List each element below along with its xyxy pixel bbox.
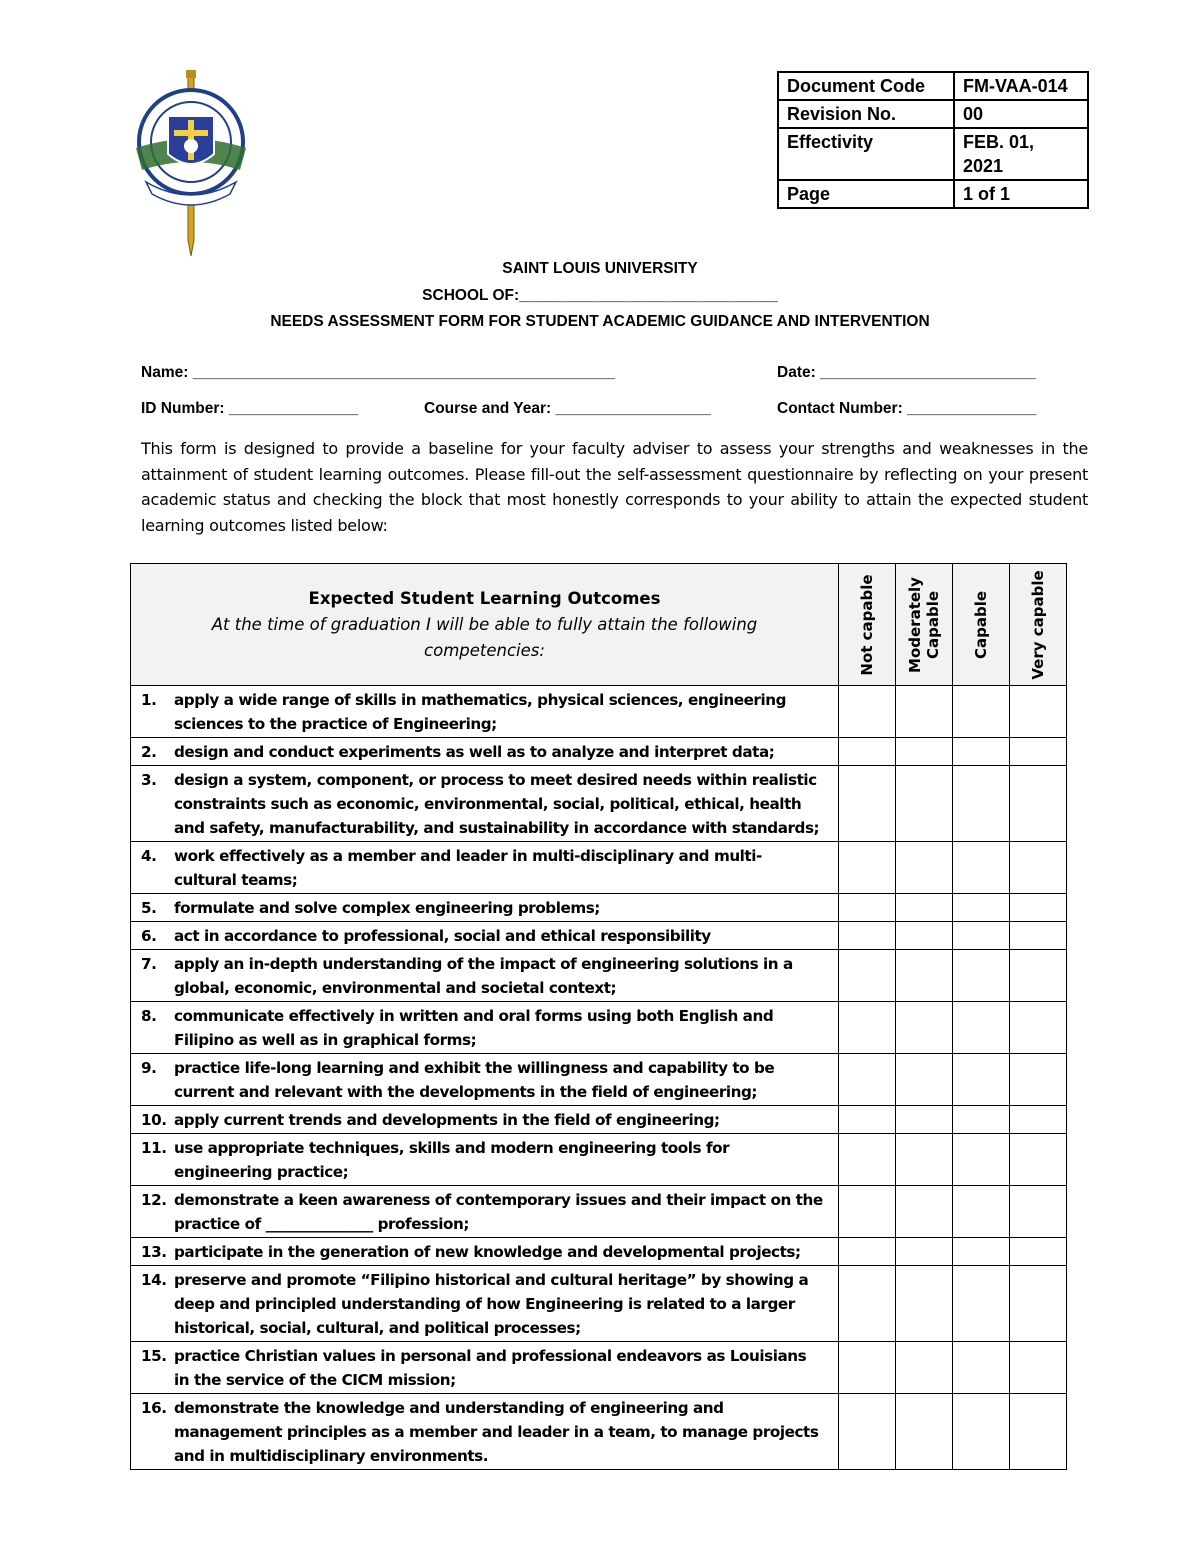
table-row [131,1394,1067,1470]
document-info-table [777,71,1089,209]
rating-checkbox[interactable] [896,766,953,842]
table-row [131,1186,1067,1238]
rating-checkbox[interactable] [896,1342,953,1394]
table-row [131,766,1067,842]
outcomes-heading: Expected Student Learning Outcomes [308,588,661,608]
doc-label: Effectivity [778,128,954,180]
outcome-text: formulate and solve complex engineering problems; [174,899,600,917]
outcome-cell [131,686,839,738]
outcome-item [141,1188,824,1236]
rating-checkbox[interactable] [896,950,953,1002]
outcome-cell [131,1054,839,1106]
rating-checkbox[interactable] [839,686,896,738]
rating-checkbox[interactable] [896,1266,953,1342]
outcome-number: 16. [141,1399,167,1417]
doc-row [778,180,1088,208]
rating-checkbox[interactable] [953,1002,1010,1054]
rating-checkbox[interactable] [1010,1054,1067,1106]
doc-value: FEB. 01, 2021 [954,128,1088,180]
rating-checkbox[interactable] [839,1054,896,1106]
outcome-number: 4. [141,847,157,865]
outcome-number: 12. [141,1191,167,1209]
outcome-item [141,1004,824,1052]
rating-checkbox[interactable] [896,1134,953,1186]
rating-checkbox[interactable] [953,1186,1010,1238]
rating-checkbox[interactable] [839,922,896,950]
university-title: SAINT LOUIS UNIVERSITY [502,260,698,277]
rating-checkbox[interactable] [1010,1002,1067,1054]
outcome-text: communicate effectively in written and oral forms using both English and Filipino as well as in graphical forms; [174,1007,774,1049]
outcomes-header [131,564,839,686]
outcome-text: use appropriate techniques, skills and modern engineering tools for engineering practice; [174,1139,730,1181]
doc-row [778,128,1088,180]
outcomes-subheading: At the time of graduation I will be able to fully attain the following competencies: [211,614,758,660]
table-row [131,1134,1067,1186]
outcome-cell [131,1002,839,1054]
outcome-item [141,740,824,764]
rating-checkbox[interactable] [896,842,953,894]
outcome-item [141,844,824,892]
scale-label: Not capable [858,573,876,676]
outcome-cell [131,1134,839,1186]
outcome-number: 6. [141,927,157,945]
outcome-number: 11. [141,1139,167,1157]
outcome-item [141,952,824,1000]
rating-checkbox[interactable] [896,1054,953,1106]
scale-header [1010,564,1067,686]
rating-checkbox[interactable] [1010,1186,1067,1238]
outcome-item [141,1136,824,1184]
outcome-cell [131,950,839,1002]
doc-value: FM-VAA-014 [954,72,1088,100]
outcome-item [141,1108,824,1132]
rating-checkbox[interactable] [953,686,1010,738]
outcome-text: demonstrate a keen awareness of contemporary issues and their impact on the practice of _______________ profession; [174,1191,823,1233]
learning-outcomes-table [130,563,1067,1470]
rating-checkbox[interactable] [953,1054,1010,1106]
rating-checkbox[interactable] [1010,1266,1067,1342]
table-header-row [131,564,1067,686]
name-label: Name: [141,364,189,381]
date-line: _________________________ [820,364,1036,381]
rating-checkbox[interactable] [1010,1106,1067,1134]
rating-checkbox[interactable] [953,1238,1010,1266]
name-line: _________________________________________________ [192,364,616,381]
rating-checkbox[interactable] [839,842,896,894]
form-title: NEEDS ASSESSMENT FORM FOR STUDENT ACADEMIC GUIDANCE AND INTERVENTION [270,313,930,330]
course-year-line: __________________ [555,400,711,417]
rating-checkbox[interactable] [953,1134,1010,1186]
outcome-cell [131,738,839,766]
outcome-text: design and conduct experiments as well as to analyze and interpret data; [174,743,775,761]
rating-checkbox[interactable] [953,842,1010,894]
rating-checkbox[interactable] [839,894,896,922]
outcome-text: practice life-long learning and exhibit the willingness and capability to be current and relevant with the developments in the field of engineering; [174,1059,775,1101]
rating-checkbox[interactable] [953,1342,1010,1394]
outcome-cell [131,1186,839,1238]
outcome-number: 10. [141,1111,167,1129]
outcome-text: preserve and promote “Filipino historical and cultural heritage” by showing a deep and principled understanding of how Engineering is related to a larger historical, social, cultural, and political processes; [174,1271,809,1337]
rating-checkbox[interactable] [839,1002,896,1054]
rating-checkbox[interactable] [1010,1238,1067,1266]
rating-checkbox[interactable] [896,922,953,950]
outcome-text: participate in the generation of new knowledge and developmental projects; [174,1243,801,1261]
outcome-item [141,768,824,840]
table-row [131,1106,1067,1134]
rating-checkbox[interactable] [839,1394,896,1470]
rating-checkbox[interactable] [839,950,896,1002]
rating-checkbox[interactable] [839,1238,896,1266]
scale-label: Moderately Capable [906,576,942,673]
date-label: Date: [777,364,816,381]
outcome-cell [131,1342,839,1394]
rating-checkbox[interactable] [896,894,953,922]
outcome-number: 8. [141,1007,157,1025]
contact-number-label: Contact Number: [777,400,903,417]
table-row [131,1342,1067,1394]
rating-checkbox[interactable] [896,1238,953,1266]
rating-checkbox[interactable] [839,738,896,766]
id-number-label: ID Number: [141,400,225,417]
outcome-item [141,1396,824,1468]
rating-checkbox[interactable] [953,922,1010,950]
outcome-cell [131,1106,839,1134]
intro-paragraph: This form is designed to provide a baseline for your faculty adviser to assess your strengths and weaknesses in the attainment of student learning outcomes. Please fill-out the self-assessment questionnaire by reflecting on your present academic status and checking the block that most honestly corresponds to your ability to attain the expected student learning outcomes listed below: [141,439,1088,535]
rating-checkbox[interactable] [1010,842,1067,894]
name-field[interactable] [141,364,615,382]
rating-checkbox[interactable] [1010,1394,1067,1470]
course-year-label: Course and Year: [424,400,552,417]
outcome-cell [131,922,839,950]
outcome-number: 7. [141,955,157,973]
outcome-cell [131,1266,839,1342]
rating-checkbox[interactable] [1010,766,1067,842]
outcome-text: apply an in-depth understanding of the impact of engineering solutions in a global, economic, environmental and societal context; [174,955,793,997]
table-row [131,842,1067,894]
scale-header [896,564,953,686]
outcome-cell [131,1238,839,1266]
contact-number-line: _______________ [907,400,1037,417]
rating-checkbox[interactable] [1010,1342,1067,1394]
outcome-item [141,1056,824,1104]
rating-checkbox[interactable] [839,1134,896,1186]
outcome-text: practice Christian values in personal and professional endeavors as Louisians in the service of the CICM mission; [174,1347,807,1389]
doc-row [778,100,1088,128]
table-row [131,686,1067,738]
outcome-text: work effectively as a member and leader in multi-disciplinary and multi-cultural teams; [174,847,762,889]
id-number-line: _______________ [228,400,359,417]
scale-label: Capable [972,590,990,659]
rating-checkbox[interactable] [953,1266,1010,1342]
rating-checkbox[interactable] [839,1106,896,1134]
doc-label: Page [778,180,954,208]
doc-value: 00 [954,100,1088,128]
rating-checkbox[interactable] [1010,1134,1067,1186]
school-of-line: SCHOOL OF:______________________________ [422,287,778,304]
table-row [131,950,1067,1002]
table-row [131,1002,1067,1054]
doc-label: Revision No. [778,100,954,128]
table-row [131,894,1067,922]
outcome-cell [131,1394,839,1470]
rating-checkbox[interactable] [1010,950,1067,1002]
outcome-text: design a system, component, or process to meet desired needs within realistic constraints such as economic, environmental, social, political, ethical, health and safety, manufacturability, and sustainability in accordance with standards; [174,771,820,837]
outcome-text: act in accordance to professional, social and ethical responsibility [174,927,711,945]
rating-checkbox[interactable] [839,766,896,842]
rating-checkbox[interactable] [1010,686,1067,738]
outcome-number: 2. [141,743,157,761]
rating-checkbox[interactable] [953,950,1010,1002]
outcome-cell [131,842,839,894]
rating-checkbox[interactable] [839,1186,896,1238]
contact-number-field[interactable] [777,400,1036,418]
rating-checkbox[interactable] [896,1186,953,1238]
scale-header [953,564,1010,686]
rating-checkbox[interactable] [896,738,953,766]
table-row [131,1266,1067,1342]
date-field[interactable] [777,364,1036,382]
rating-checkbox[interactable] [953,766,1010,842]
outcome-number: 13. [141,1243,167,1261]
doc-value: 1 of 1 [954,180,1088,208]
outcome-item [141,688,824,736]
rating-checkbox[interactable] [1010,922,1067,950]
rating-checkbox[interactable] [953,1394,1010,1470]
rating-checkbox[interactable] [839,1342,896,1394]
outcome-number: 9. [141,1059,157,1077]
rating-checkbox[interactable] [839,1266,896,1342]
outcome-item [141,1240,824,1264]
rating-checkbox[interactable] [953,1106,1010,1134]
outcome-item [141,896,824,920]
table-row [131,1054,1067,1106]
outcome-cell [131,894,839,922]
outcome-number: 15. [141,1347,167,1365]
table-row [131,922,1067,950]
outcome-text: demonstrate the knowledge and understanding of engineering and management principles as a member and leader in a team, to manage projects and in multidisciplinary environments. [174,1399,819,1465]
rating-checkbox[interactable] [953,738,1010,766]
rating-checkbox[interactable] [896,1106,953,1134]
table-row [131,1238,1067,1266]
outcome-number: 1. [141,691,157,709]
outcome-number: 3. [141,771,157,789]
course-year-field[interactable] [424,400,711,418]
rating-checkbox[interactable] [953,894,1010,922]
outcome-item [141,1268,824,1340]
doc-label: Document Code [778,72,954,100]
outcome-text: apply a wide range of skills in mathematics, physical sciences, engineering sciences to the practice of Engineering; [174,691,787,733]
university-logo [128,70,254,260]
outcome-number: 14. [141,1271,167,1289]
id-number-field[interactable] [141,400,358,418]
scale-header [839,564,896,686]
outcome-number: 5. [141,899,157,917]
outcome-item [141,1344,824,1392]
rating-checkbox[interactable] [896,1002,953,1054]
rating-checkbox[interactable] [1010,738,1067,766]
scale-label: Very capable [1029,569,1047,680]
table-row [131,738,1067,766]
outcome-cell [131,766,839,842]
rating-checkbox[interactable] [1010,894,1067,922]
outcome-rows [131,686,1067,1470]
rating-checkbox[interactable] [896,686,953,738]
rating-checkbox[interactable] [896,1394,953,1470]
doc-row [778,72,1088,100]
outcome-text: apply current trends and developments in the field of engineering; [174,1111,720,1129]
outcome-item [141,924,824,948]
